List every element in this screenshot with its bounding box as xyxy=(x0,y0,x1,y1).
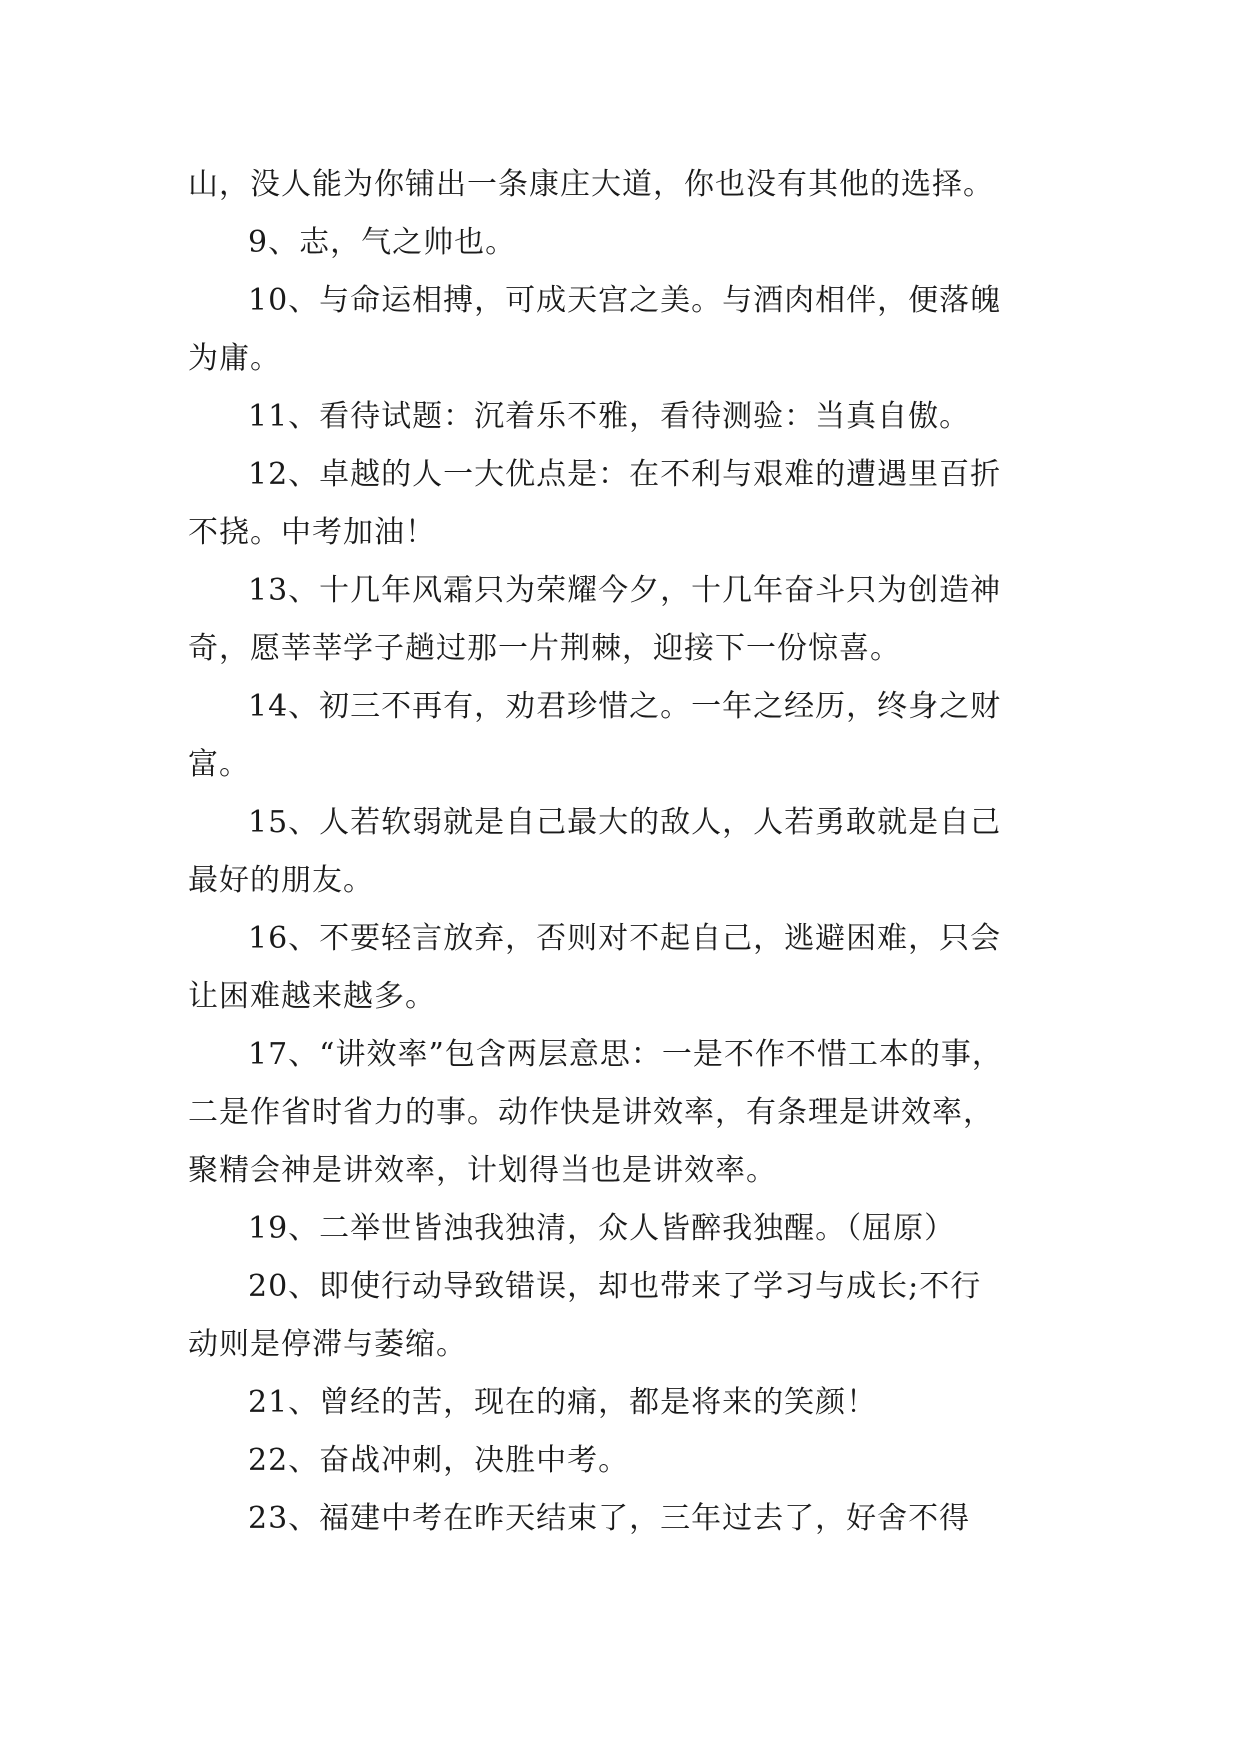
text-line: 二是作省时省力的事。动作快是讲效率，有条理是讲效率， xyxy=(188,1095,994,1130)
text-line: 为庸。 xyxy=(188,341,281,376)
text-line: 21、曾经的苦，现在的痛，都是将来的笑颜！ xyxy=(248,1385,878,1420)
text-line: 动则是停滞与萎缩。 xyxy=(188,1327,467,1362)
text-line: 10、与命运相搏，可成天宫之美。与酒肉相伴，便落魄 xyxy=(248,283,1002,318)
text-line: 23、福建中考在昨天结束了，三年过去了，好舍不得 xyxy=(248,1501,971,1536)
text-line: 17、“讲效率”包含两层意思：一是不作不惜工本的事， xyxy=(248,1037,1003,1072)
text-line: 9、志，气之帅也。 xyxy=(248,225,517,260)
text-line: 12、卓越的人一大优点是：在不利与艰难的遭遇里百折 xyxy=(248,457,1002,492)
text-line: 20、即使行动导致错误，却也带来了学习与成长;不行 xyxy=(248,1269,982,1304)
text-line: 不挠。中考加油！ xyxy=(188,515,436,550)
text-line: 山，没人能为你铺出一条康庄大道，你也没有其他的选择。 xyxy=(188,167,994,202)
text-line: 11、看待试题：沉着乐不雅，看待测验：当真自傲。 xyxy=(248,399,971,434)
text-line: 22、奋战冲刺，决胜中考。 xyxy=(248,1443,630,1478)
body-text xyxy=(188,156,1068,1548)
text-line: 13、十几年风霜只为荣耀今夕，十几年奋斗只为创造神 xyxy=(248,573,1002,608)
text-line: 16、不要轻言放弃，否则对不起自己，逃避困难，只会 xyxy=(248,921,1002,956)
text-line: 最好的朋友。 xyxy=(188,863,374,898)
text-line: 聚精会神是讲效率，计划得当也是讲效率。 xyxy=(188,1153,777,1188)
text-line: 富。 xyxy=(188,747,250,782)
text-line: 奇，愿莘莘学子趟过那一片荆棘，迎接下一份惊喜。 xyxy=(188,631,901,666)
text-line: 让困难越来越多。 xyxy=(188,979,436,1014)
text-line: 14、初三不再有，劝君珍惜之。一年之经历，终身之财 xyxy=(248,689,1002,724)
text-line: 19、二举世皆浊我独清，众人皆醉我独醒。（屈原） xyxy=(248,1211,956,1246)
text-line: 15、人若软弱就是自己最大的敌人，人若勇敢就是自己 xyxy=(248,805,1002,840)
